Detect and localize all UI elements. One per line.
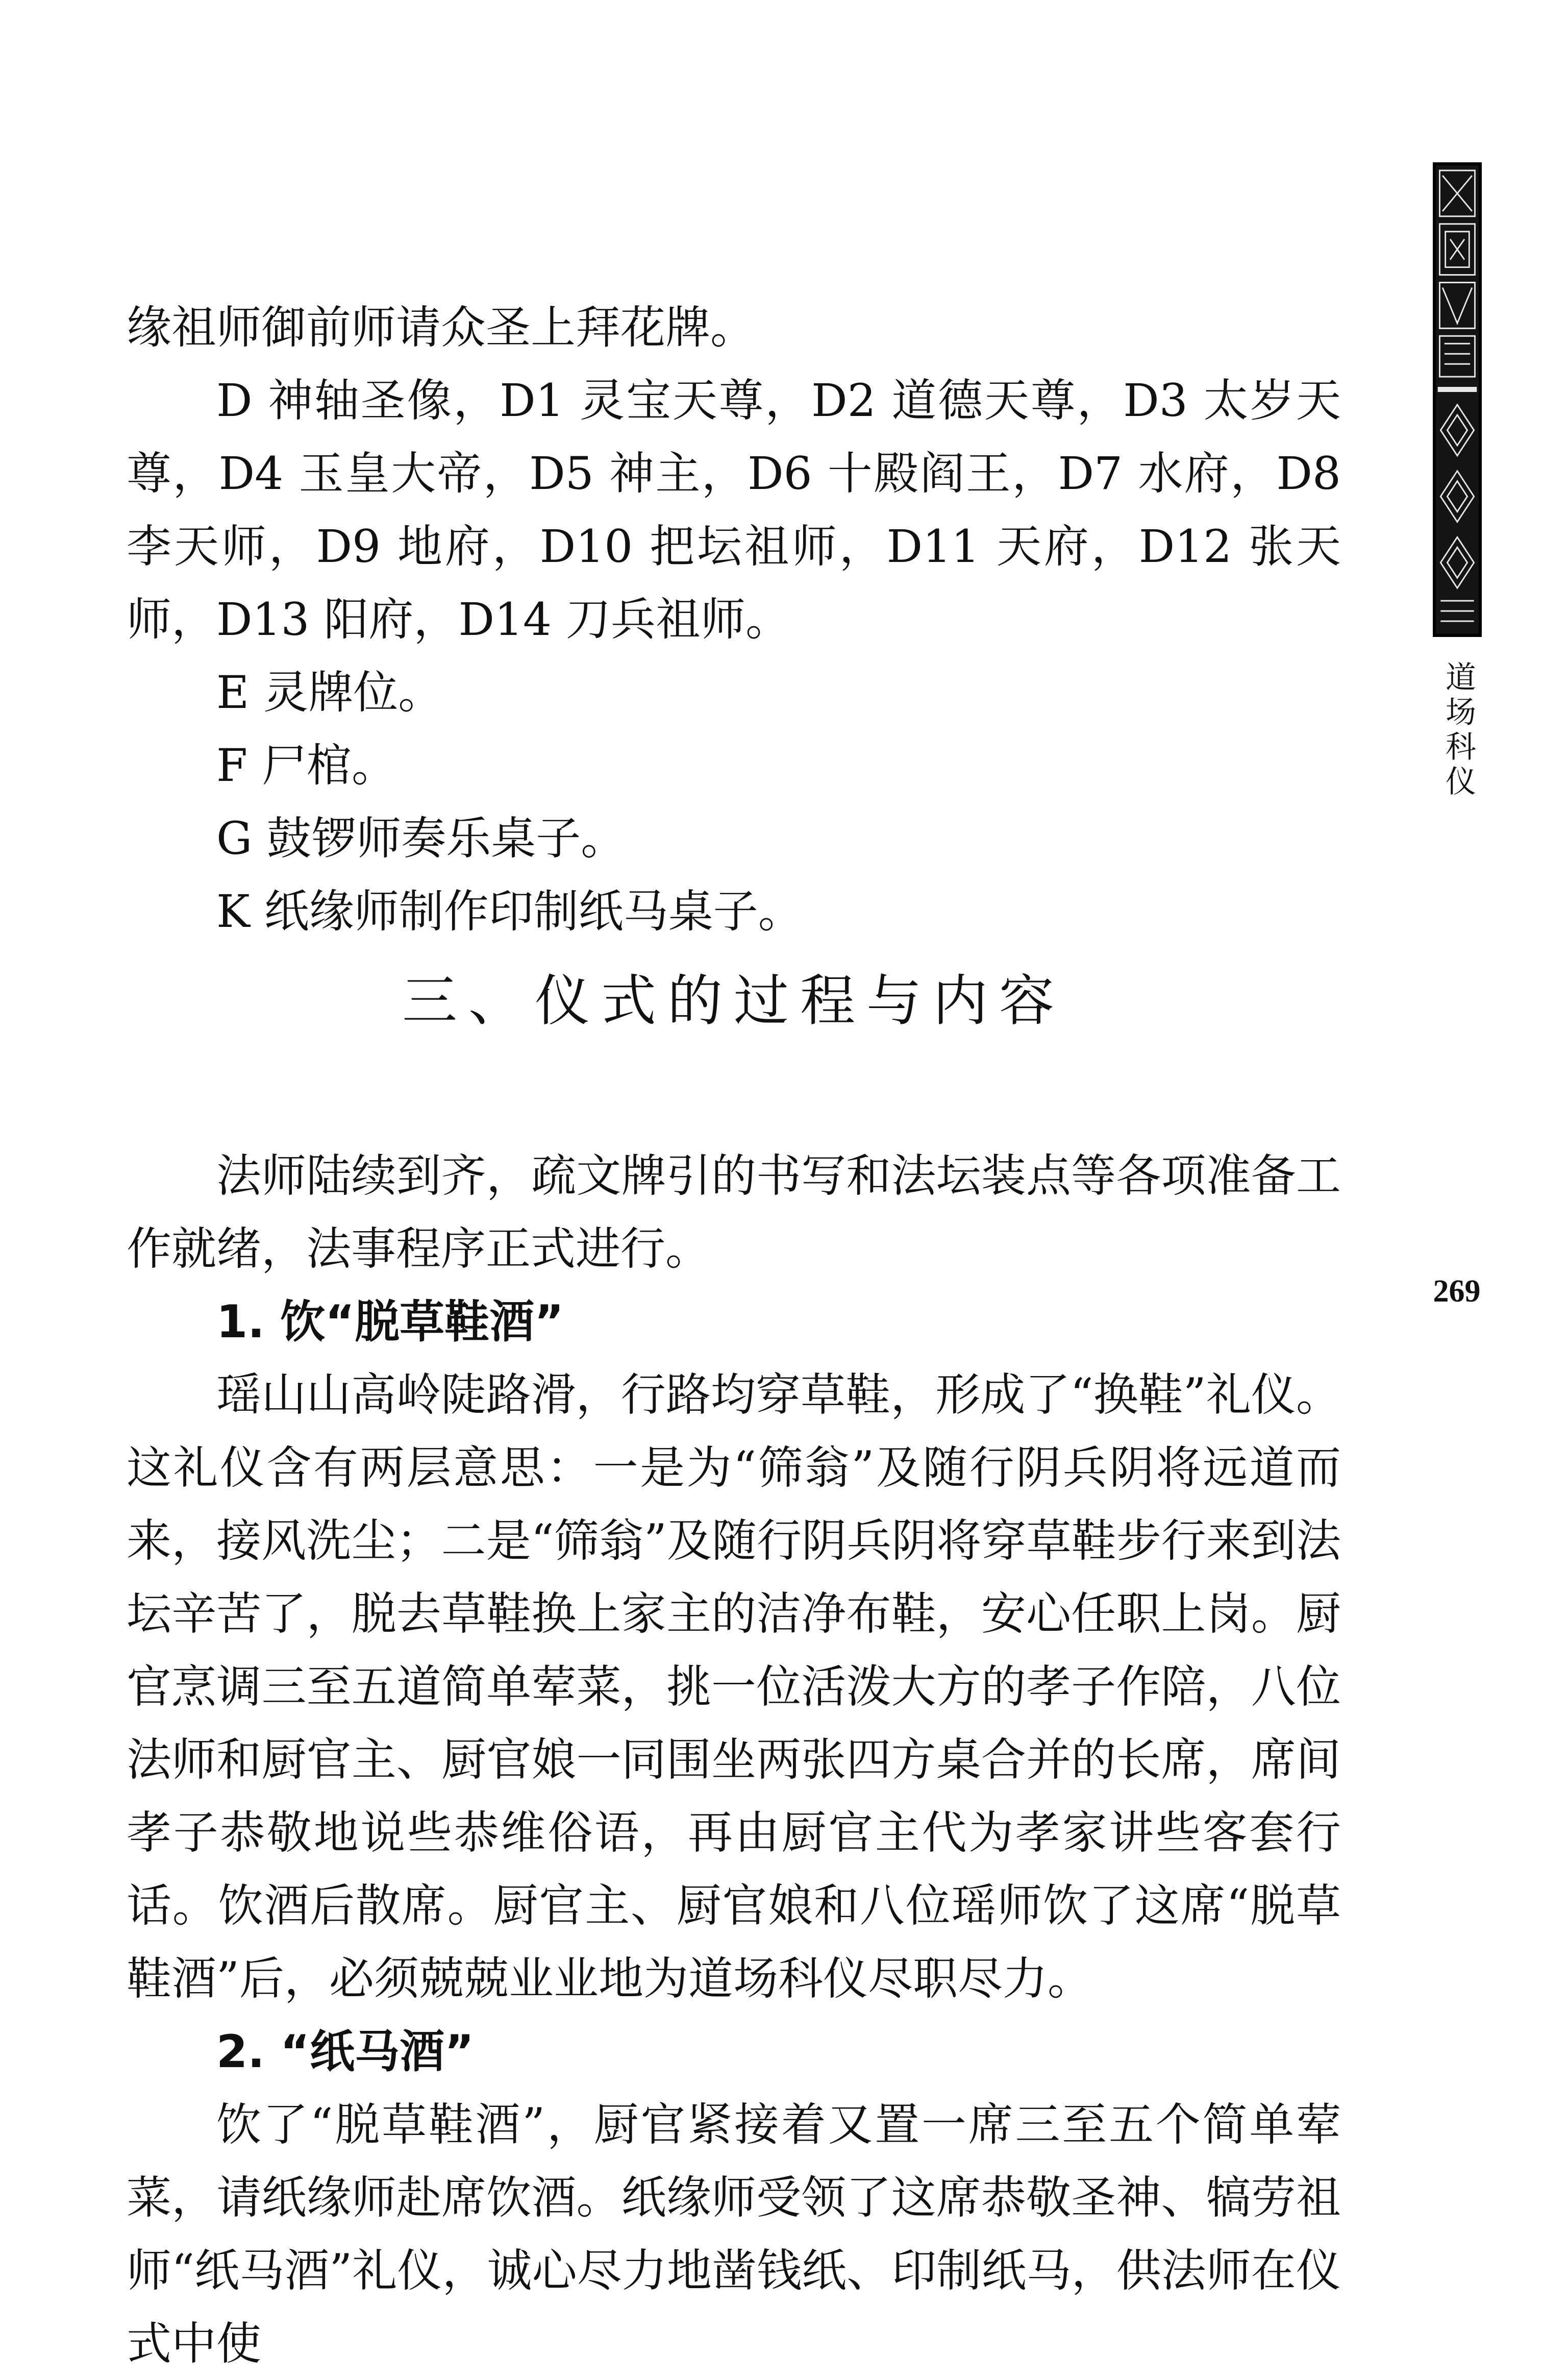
paragraph-intro: 法师陆续到齐，疏文牌引的书写和法坛装点等各项准备工作就绪，法事程序正式进行。: [127, 1149, 1341, 1275]
subsection-2-text: 饮了“脱草鞋酒”，厨官紧接着又置一席三至五个简单荤菜，请纸缘师赴席饮酒。纸缘师受领了这席恭敬圣神、犒劳祖师“纸马酒”礼仪，诚心尽力地凿钱纸、印制纸马，供法师在仪式中使: [127, 2098, 1341, 2370]
paragraph-legend-d: D 神轴圣像，D1 灵宝天尊，D2 道德天尊，D3 太岁天尊，D4 玉皇大帝，D5 神主，D6 十殿阎王，D7 水府，D8 李天师，D9 地府，D10 把坛祖师，D11 天府，D12 张天师，D13 阳府，D14 刀兵祖师。: [127, 374, 1341, 646]
decorative-banner-icon: [1433, 162, 1482, 637]
banner-pattern-icon: [1436, 165, 1479, 634]
paragraph-legend-g: G 鼓锣师奏乐桌子。: [216, 812, 626, 865]
paragraph-legend-k: K 纸缘师制作印制纸马桌子。: [216, 885, 803, 938]
body-text-top: [127, 291, 1341, 948]
running-header-side: 道场科仪: [1440, 661, 1476, 800]
body-text-main: [127, 1139, 1341, 2380]
page-number: 269: [1433, 1274, 1481, 1309]
paragraph-continuation: 缘祖师御前师请众圣上拜花牌。: [127, 301, 756, 354]
subsection-1-text: 瑶山山高岭陡路滑，行路均穿草鞋，形成了“换鞋”礼仪。这礼仪含有两层意思：一是为“筛翁”及随行阴兵阴将远道而来，接风洗尘；二是“筛翁”及随行阴兵阴将穿草鞋步行来到法坛辛苦了，脱去草鞋换上家主的洁净布鞋，安心任职上岗。厨官烹调三至五道简单荤菜，挑一位活泼大方的孝子作陪，八位法师和厨官主、厨官娘一同围坐两张四方桌合并的长席，席间孝子恭敬地说些恭维俗语，再由厨官主代为孝家讲些客套行话。饮酒后散席。厨官主、厨官娘和八位瑶师饮了这席“脱草鞋酒”后，必须兢兢业业地为道场科仪尽职尽力。: [127, 1368, 1341, 2005]
section-title: 三、仪式的过程与内容: [402, 969, 1065, 1033]
paragraph-legend-f: F 尸棺。: [216, 739, 397, 792]
subsection-1-heading: 1. 饮“脱草鞋酒”: [216, 1295, 564, 1348]
paragraph-legend-e: E 灵牌位。: [216, 666, 443, 719]
subsection-2-heading: 2. “纸马酒”: [216, 2025, 474, 2078]
